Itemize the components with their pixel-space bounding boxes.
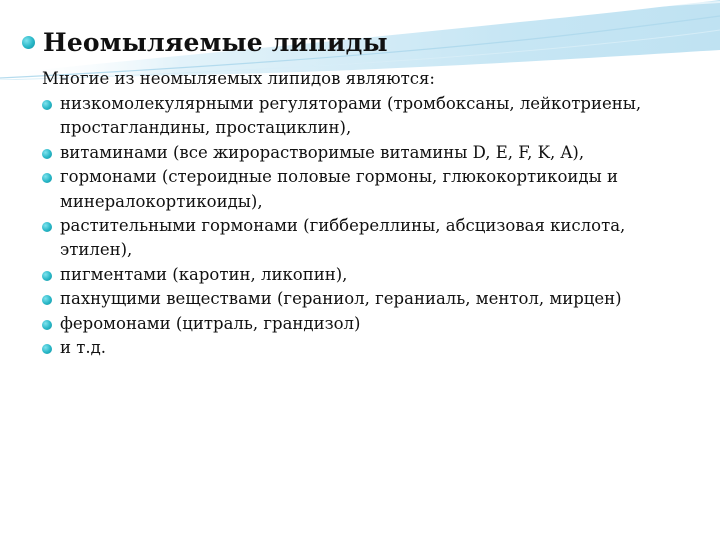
- list-item: [38, 336, 698, 360]
- list-item: [38, 263, 698, 287]
- list-item-text: пигментами (каротин, ликопин),: [60, 264, 348, 284]
- circle-bullet-icon: [42, 295, 52, 305]
- list-item-text: гормонами (стероидные половые гормоны, глюкокортикоиды и минералокортикоиды),: [60, 167, 618, 211]
- list-item-text: низкомолекулярными регуляторами (тромбоксаны, лейкотриены, простагландины, простациклин),: [60, 94, 642, 138]
- list-item: [38, 214, 698, 263]
- list-item-text: витаминами (все жирорастворимые витамины D, E, F, K, A),: [60, 142, 585, 162]
- circle-bullet-icon: [42, 271, 52, 281]
- circle-bullet-icon: [42, 320, 52, 330]
- list-item: [38, 141, 698, 165]
- list-item: [38, 287, 698, 311]
- slide-content: [38, 64, 698, 360]
- circle-bullet-icon: [42, 344, 52, 354]
- intro-text: Многие из неомыляемых липидов являются:: [42, 69, 435, 88]
- list-item: [38, 165, 698, 214]
- circle-bullet-icon: [42, 222, 52, 232]
- title-row: [22, 22, 388, 62]
- list-item-text: феромонами (цитраль, грандизол): [60, 313, 361, 333]
- bullet-list: [38, 92, 698, 360]
- circle-bullet-icon: [42, 100, 52, 110]
- circle-bullet-icon: [22, 36, 35, 49]
- slide-title: Неомыляемые липиды: [43, 27, 388, 57]
- list-item-text: и т.д.: [60, 338, 107, 358]
- list-item: [38, 312, 698, 336]
- list-item: [38, 92, 698, 141]
- list-item-text: пахнущими веществами (гераниол, гераниаль, ментол, мирцен): [60, 289, 622, 309]
- circle-bullet-icon: [42, 149, 52, 159]
- list-item-text: растительными гормонами (гиббереллины, абсцизовая кислота, этилен),: [60, 216, 626, 260]
- circle-bullet-icon: [42, 173, 52, 183]
